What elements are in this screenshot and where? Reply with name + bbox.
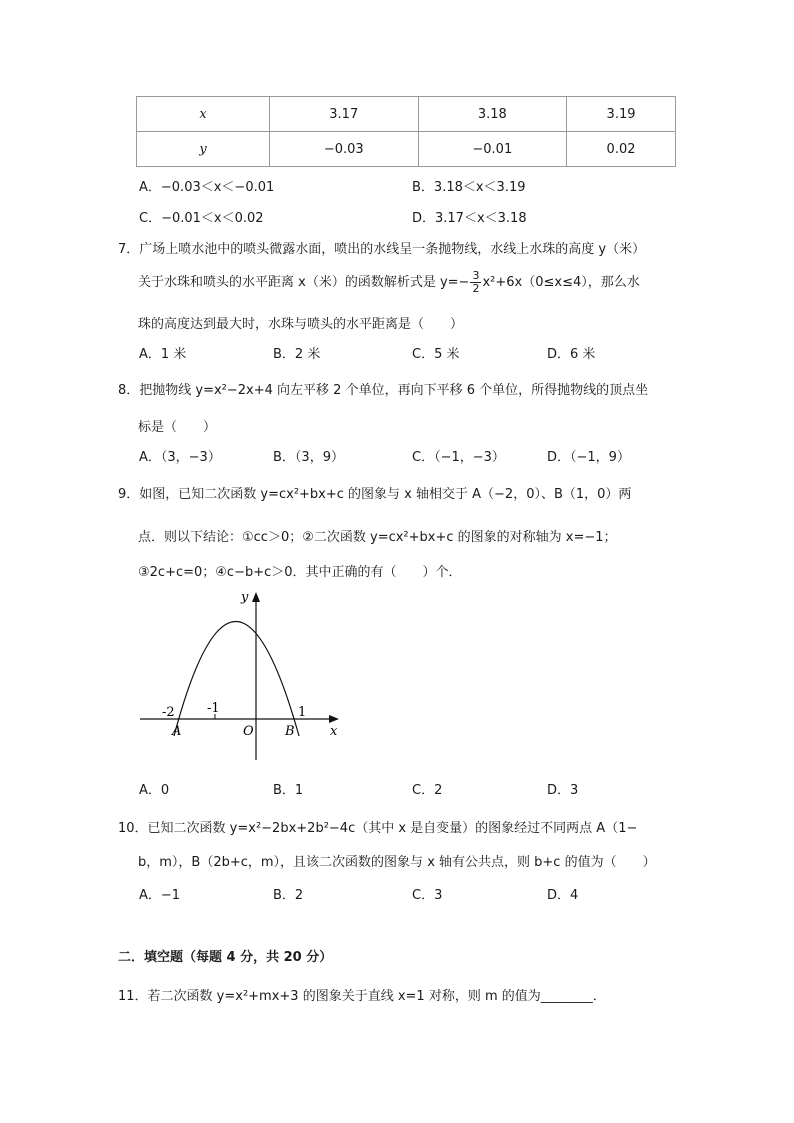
q10-line-1: 10．已知二次函数 y=x²−2bx+2b²−4c（其中 x 是自变量）的图象经过不同两点 A（1− [118,821,638,836]
table-row [137,97,676,132]
table-cell: −0.03 [270,132,419,167]
table-cell: 3.18 [418,97,567,132]
point-label-a: A [172,724,182,739]
x-axis-arrow [329,715,339,723]
tick-label-neg1: -1 [207,701,220,716]
y-axis-label: y [241,590,249,605]
table-cell: 0.02 [567,132,676,167]
q10-line-2: b，m），B（2b+c，m），且该二次函数的图象与 x 轴有公共点，则 b+c 的值为（ ） [138,855,656,870]
section-heading: 二．填空题（每题 4 分，共 20 分） [118,950,333,965]
q8-line-1: 8．把抛物线 y=x²−2x+4 向左平移 2 个单位，再向下平移 6 个单位，所得抛物线的顶点坐 [118,383,649,398]
q11-text: 11．若二次函数 y=x²+mx+3 的图象关于直线 x=1 对称，则 m 的值为 [118,989,541,1004]
point-label-b: B [285,724,295,739]
q10-option-c[interactable]: C．3 [412,888,443,903]
q9-option-d[interactable]: D．3 [547,783,579,798]
table-row [137,132,676,167]
q9-line-1: 9．如图，已知二次函数 y=cx²+bx+c 的图象与 x 轴相交于 A（−2，0）、B（1，0）两 [118,487,632,502]
q9-option-a[interactable]: A．0 [139,783,170,798]
tick-label-1: 1 [298,705,307,720]
q9-line-3: ③2c+c=0；④c−b+c＞0．其中正确的有（ ）个． [138,565,462,580]
q11-answer-blank[interactable]: ________ [540,989,593,1004]
q9-option-b[interactable]: B．1 [273,783,304,798]
table-cell: 3.19 [567,97,676,132]
x-axis-label: x [330,724,338,739]
q10-option-b[interactable]: B．2 [273,888,304,903]
fraction-numerator: 3 [472,269,480,282]
q8-option-b[interactable]: B．（3，9） [273,450,344,465]
value-table [136,96,676,167]
fraction [470,270,481,295]
q7-line-2: 关于水珠和喷头的水平距离 x（米）的函数解析式是 y=− $\frac{3}{2}$ x²+6x（0≤x≤4），那么水 [138,269,640,295]
table-row-label: y [137,132,270,167]
table-cell: 3.17 [270,97,419,132]
q7-line-3: 珠的高度达到最大时，水珠与喷头的水平距离是（ ） [138,317,464,332]
q8-option-d[interactable]: D．（−1，9） [547,450,630,465]
fraction-denominator: 2 [472,282,480,295]
q7-option-c[interactable]: C．5 米 [412,347,460,362]
point-label-o: O [243,724,254,739]
q8-option-c[interactable]: C．（−1，−3） [412,450,505,465]
q6-option-a[interactable]: A．−0.03＜x＜−0.01 [139,180,275,195]
q9-option-c[interactable]: C．2 [412,783,443,798]
table-row-label: x [137,97,270,132]
parabola-graph [135,585,355,765]
q8-option-a[interactable]: A．（3，−3） [139,450,221,465]
q7-option-d[interactable]: D．6 米 [547,347,596,362]
tick-label-neg2: -2 [162,705,175,720]
q6-option-b[interactable]: B．3.18＜x＜3.19 [412,180,526,195]
q9-line-2: 点．则以下结论：①cc＞0；②二次函数 y=cx²+bx+c 的图象的对称轴为 x=−1； [138,530,617,545]
q7-line-2-post: x²+6x（0≤x≤4），那么水 [482,275,640,290]
q7-option-b[interactable]: B．2 米 [273,347,321,362]
q10-option-a[interactable]: A．−1 [139,888,181,903]
q7-line-1: 7．广场上喷水池中的喷头微露水面，喷出的水线呈一条抛物线，水线上水珠的高度 y（米） [118,242,646,257]
y-axis-arrow [252,592,260,602]
q11-line [118,985,606,1004]
q11-tail: ． [592,989,606,1004]
q6-option-d[interactable]: D．3.17＜x＜3.18 [412,211,527,226]
q7-option-a[interactable]: A．1 米 [139,347,187,362]
q8-line-2: 标是（ ） [138,420,217,435]
table-cell: −0.01 [418,132,567,167]
q6-option-c[interactable]: C．−0.01＜x＜0.02 [139,211,264,226]
q7-line-2-pre: 关于水珠和喷头的水平距离 x（米）的函数解析式是 y= [138,275,459,290]
q10-option-d[interactable]: D．4 [547,888,579,903]
